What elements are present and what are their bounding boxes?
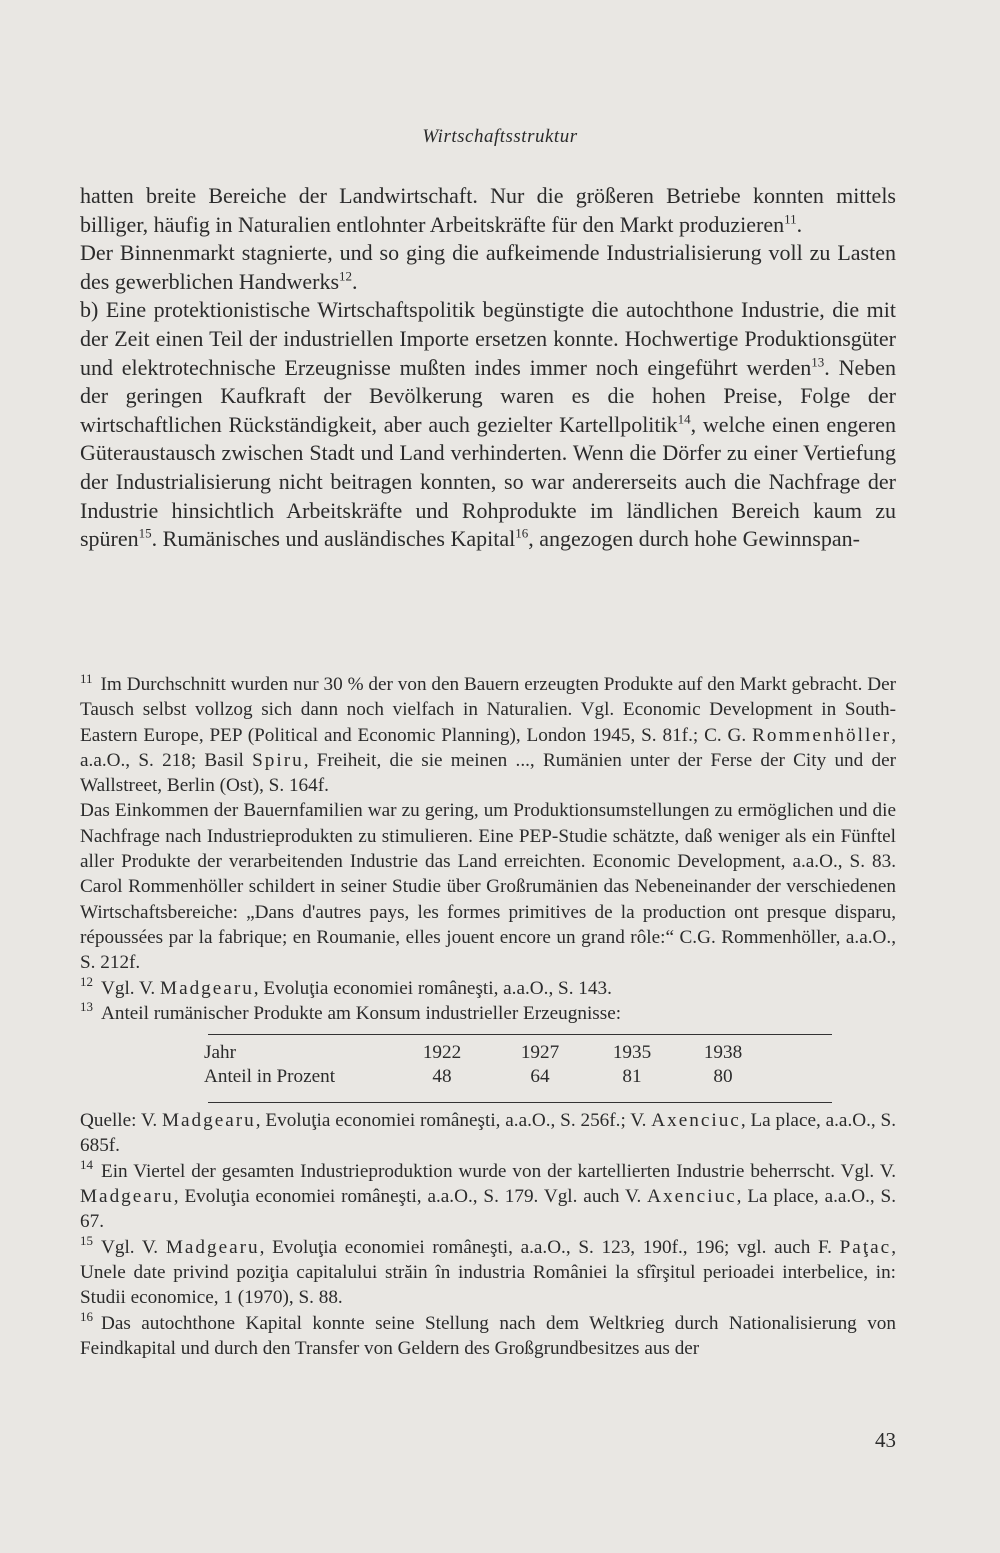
table-cell: 48 <box>432 1066 452 1088</box>
table-cell: 1927 <box>520 1042 560 1064</box>
footnote-ref-11[interactable]: 11 <box>784 211 797 227</box>
table-row-years <box>80 1040 896 1064</box>
footnote-ref-16[interactable]: 16 <box>515 525 529 541</box>
table-rule-top <box>208 1034 832 1035</box>
running-header: Wirtschaftsstruktur <box>422 126 578 147</box>
main-text <box>80 182 896 554</box>
footnote-13-source: Quelle: V. Madgearu, Evoluţia economiei româneşti, a.a.O., S. 256f.; V. Axenciuc, La place, a.a.O., S. 685f. <box>80 1110 896 1157</box>
table-rule-bottom <box>208 1102 832 1103</box>
footnote-11-continuation: Das Einkommen der Bauernfamilien war zu gering, um Produktionsumstellungen zu ermöglichen und die Nachfrage nach Industrieprodukten zu stimulieren. Eine PEP-Studie schätzte, daß weniger als ein Fünftel aller Produkte der verarbeitenden Industrie das Land erreichten. Economic Development, a.a.O., S. 83. Carol Rommenhöller schildert in seiner Studie über Großrumänien das Nebeneinander der verschiedenen Wirtschaftsbereiche: „Dans d'autres pays, les formes primitives de la production ont presque disparu, répoussées par la fabrique; en Roumanie, elles jouent encore un grand rôle:“ C.G. Rommenhöller, a.a.O., S. 212f. <box>80 800 896 974</box>
table-cell: 64 <box>530 1066 550 1088</box>
paragraph-1: hatten breite Bereiche der Landwirtschaft. Nur die größeren Betriebe konnten mittels billiger, häufig in Naturalien entlohnter Arbeitskräfte für den Markt produzieren$^{11}$. <box>80 183 896 237</box>
table-cell: 1935 <box>612 1042 652 1064</box>
footnote-16: $^{16}$ Das autochthone Kapital konnte seine Stellung nach dem Weltkrieg durch Nationalisierung von Feindkapital und durch den Transfer von Geldern des Großgrundbesitzes aus der <box>80 1309 896 1359</box>
table-cell: 81 <box>622 1066 642 1088</box>
footnote-12: $^{12}$ Vgl. V. Madgearu, Evoluţia economiei româneşti, a.a.O., S. 143. <box>80 974 612 999</box>
share-table <box>80 1028 896 1108</box>
page-number: 43 <box>875 1428 896 1452</box>
table-row-values <box>80 1064 896 1088</box>
footnote-14: $^{14}$ Ein Viertel der gesamten Industrieproduktion wurde von der kartellierten Industrie beherrscht. Vgl. V. Madgearu, Evoluţia economiei româneşti, a.a.O., S. 179. Vgl. auch V. Axenciuc, La place, a.a.O., S. 67. <box>80 1157 897 1233</box>
paragraph-2: Der Binnenmarkt stagnierte, und so ging die aufkeimende Industrialisierung voll zu Lasten des gewerblichen Handwerks$^{12}$. <box>80 240 896 294</box>
footnote-ref-12[interactable]: 12 <box>339 268 353 284</box>
footnote-ref-15[interactable]: 15 <box>138 525 152 541</box>
table-cell: 80 <box>713 1066 733 1088</box>
footnote-15: $^{15}$ Vgl. V. Madgearu, Evoluţia economiei româneşti, a.a.O., S. 123, 190f., 196; vgl. auch F. Paţac, Unele date privind poziţia capitalului străin în industria României la sfîrşitul perioadei interbelice, in: Studii economice, 1 (1970), S. 88. <box>80 1233 896 1309</box>
footnote-11: $^{11}$ Im Durchschnitt wurden nur 30 % der von den Bauern erzeugten Produkte auf den Markt gebracht. Der Tausch selbst vollzog sich dann noch vielfach in Naturalien. Vgl. Economic Development in South-Eastern Europe, PEP (Political and Economic Planning), London 1945, S. 81f.; C. G. Rommenhöller, a.a.O., S. 218; Basil Spiru, Freiheit, die sie meinen ..., Rumänien unter der Ferse der City und der Wallstreet, Berlin (Ost), S. 164f. <box>80 670 896 797</box>
footnote-13: $^{13}$ Anteil rumänischer Produkte am Konsum industrieller Erzeugnisse: <box>80 999 622 1024</box>
footnote-ref-14[interactable]: 14 <box>677 411 691 427</box>
paragraph-3: b) Eine protektionistische Wirtschaftspolitik begünstigte die autochthone Industrie, die mit der Zeit einen Teil der industriellen Importe ersetzen konnte. Hochwertige Produktionsgüter und elektrotechnische Erzeugnisse mußten indes immer noch eingeführt werden$^{13}$. Neben der geringen Kaufkraft der Bevölkerung waren es die hohen Preise, Folge der wirtschaftlichen Rückständigkeit, aber auch gezielter Kartellpolitik$^{14}$, welche einen engeren Güteraustausch zwischen Stadt und Land verhinderten. Wenn die Dörfer zu einer Vertiefung der Industrialisierung nicht beitragen konnten, so war andererseits auch die Nachfrage der Industrie hinsichtlich Arbeitskräfte und Rohprodukte im ländlichen Bereich kaum zu spüren$^{15}$. Rumänisches und ausländisches Kapital$^{16}$, angezogen durch hohe Gewinnspan- <box>80 297 896 552</box>
table-cell: 1922 <box>422 1042 462 1064</box>
table-cell: 1938 <box>703 1042 743 1064</box>
table-row-label: Jahr <box>204 1042 236 1064</box>
footnotes <box>80 672 896 1361</box>
table-row-label: Anteil in Prozent <box>204 1066 336 1088</box>
footnote-ref-13[interactable]: 13 <box>811 354 825 370</box>
